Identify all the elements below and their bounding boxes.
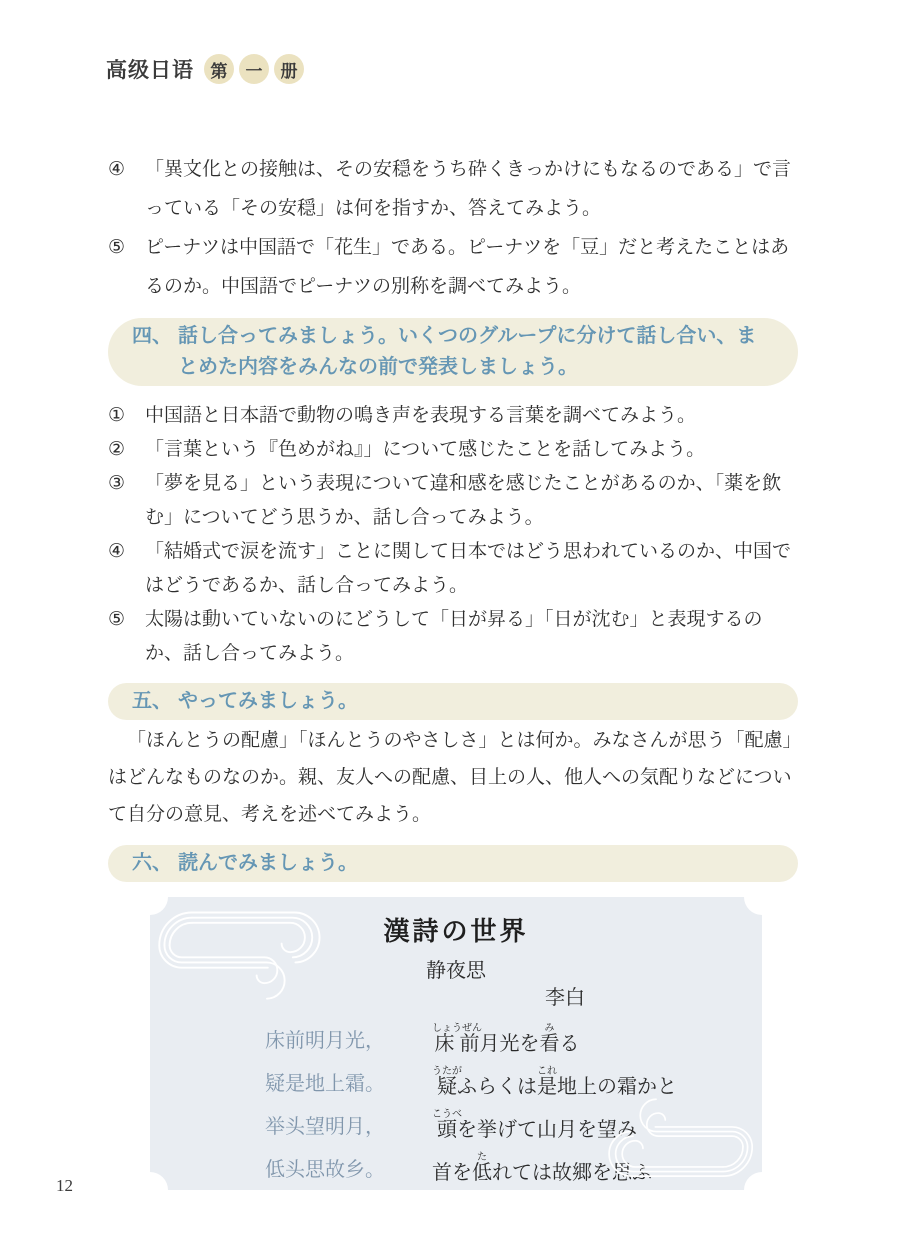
item-number: ④ xyxy=(108,159,126,180)
volume-badges xyxy=(204,54,304,84)
section-five-heading xyxy=(108,683,798,720)
item-text: 太陽は動いていないのにどうして「日が昇る」「日が沈む」と表現するのか、話し合ってみよう。 xyxy=(145,609,763,664)
poem-line-japanese-reading: 頭こうべを挙げて山月を望み xyxy=(432,1109,637,1141)
item-text: 中国語と日本語で動物の鳴き声を表現する言葉を調べてみよう。 xyxy=(145,405,697,426)
item-number: ② xyxy=(108,439,126,460)
poem-line-japanese-reading: 床前しょうぜん月光を看みる xyxy=(432,1023,580,1055)
item-text: 「異文化との接触は、その安穏をうち砕くきっかけにもなるのである」で言っている「その安穏」は何を指すか、答えてみよう。 xyxy=(145,159,792,219)
poem-box xyxy=(150,897,762,1190)
list-item xyxy=(108,535,798,603)
list-item xyxy=(108,399,798,433)
section-number: 五、 xyxy=(132,690,172,712)
item-number: ③ xyxy=(108,473,126,494)
section-four-heading xyxy=(108,318,798,386)
section-number: 六、 xyxy=(132,852,172,874)
poem-author: 李白 xyxy=(545,987,585,1009)
item-text: 「夢を見る」という表現について違和感を感じたことがあるのか、「薬を飲む」についてどう思うか、話し合ってみよう。 xyxy=(145,473,782,528)
section-heading-text: 話し合ってみましょう。いくつのグループに分けて話し合い、まとめた内容をみんなの前で発表しましょう。 xyxy=(178,325,757,378)
poem-title: 静夜思 xyxy=(426,960,486,982)
poem-line-chinese: 床前明月光， xyxy=(265,1030,385,1052)
list-item xyxy=(108,228,798,306)
cloud-swirl-icon xyxy=(567,1090,762,1190)
poem-line-japanese-reading: 疑うたがふらくは是これ地上の霜かと xyxy=(432,1066,677,1098)
list-item xyxy=(108,433,798,467)
volume-badge: 册 xyxy=(274,54,304,84)
item-text: 「言葉という『色めがね』」について感じたことを話してみよう。 xyxy=(145,439,706,460)
question-list-top xyxy=(108,150,798,306)
item-number: ⑤ xyxy=(108,609,126,630)
section-heading-text: やってみましょう。 xyxy=(178,690,358,712)
poem-line-japanese-reading: 首を低たれては故郷を思ふ xyxy=(432,1152,652,1184)
section-six-heading xyxy=(108,845,798,882)
item-number: ④ xyxy=(108,541,126,562)
poem-line xyxy=(265,1017,762,1060)
poem-box-title: 漢詩の世界 xyxy=(383,917,529,946)
page-number: 12 xyxy=(56,1176,73,1195)
cloud-swirl-icon xyxy=(150,897,365,1009)
volume-badge: 第 xyxy=(204,54,234,84)
list-item xyxy=(108,467,798,535)
book-header xyxy=(106,54,304,84)
item-text: ピーナツは中国語で「花生」である。ピーナツを「豆」だと考えたことはあるのか。中国語でピーナツの別称を調べてみよう。 xyxy=(145,237,790,297)
section-heading-text: 読んでみましょう。 xyxy=(178,852,358,874)
poem-line-chinese: 疑是地上霜。 xyxy=(265,1073,385,1095)
section-five-paragraph: 「ほんとうの配慮」「ほんとうのやさしさ」とは何か。みなさんが思う「配慮」はどんなものなのか。親、友人への配慮、目上の人、他人への気配りなどについて自分の意見、考えを述べてみよう。 xyxy=(108,730,793,825)
list-item xyxy=(108,150,798,228)
poem-line-chinese: 举头望明月， xyxy=(265,1116,385,1138)
poem-line-chinese: 低头思故乡。 xyxy=(265,1159,385,1181)
item-number: ① xyxy=(108,405,126,426)
item-number: ⑤ xyxy=(108,237,126,258)
volume-badge: 一 xyxy=(239,54,269,84)
section-four-items xyxy=(108,399,798,671)
section-number: 四、 xyxy=(132,325,172,347)
list-item xyxy=(108,603,798,671)
item-text: 「結婚式で涙を流す」ことに関して日本ではどう思われているのか、中国ではどうであるか、話し合ってみよう。 xyxy=(145,541,792,596)
series-title: 高级日语 xyxy=(106,59,194,82)
corner-notch xyxy=(744,897,762,915)
